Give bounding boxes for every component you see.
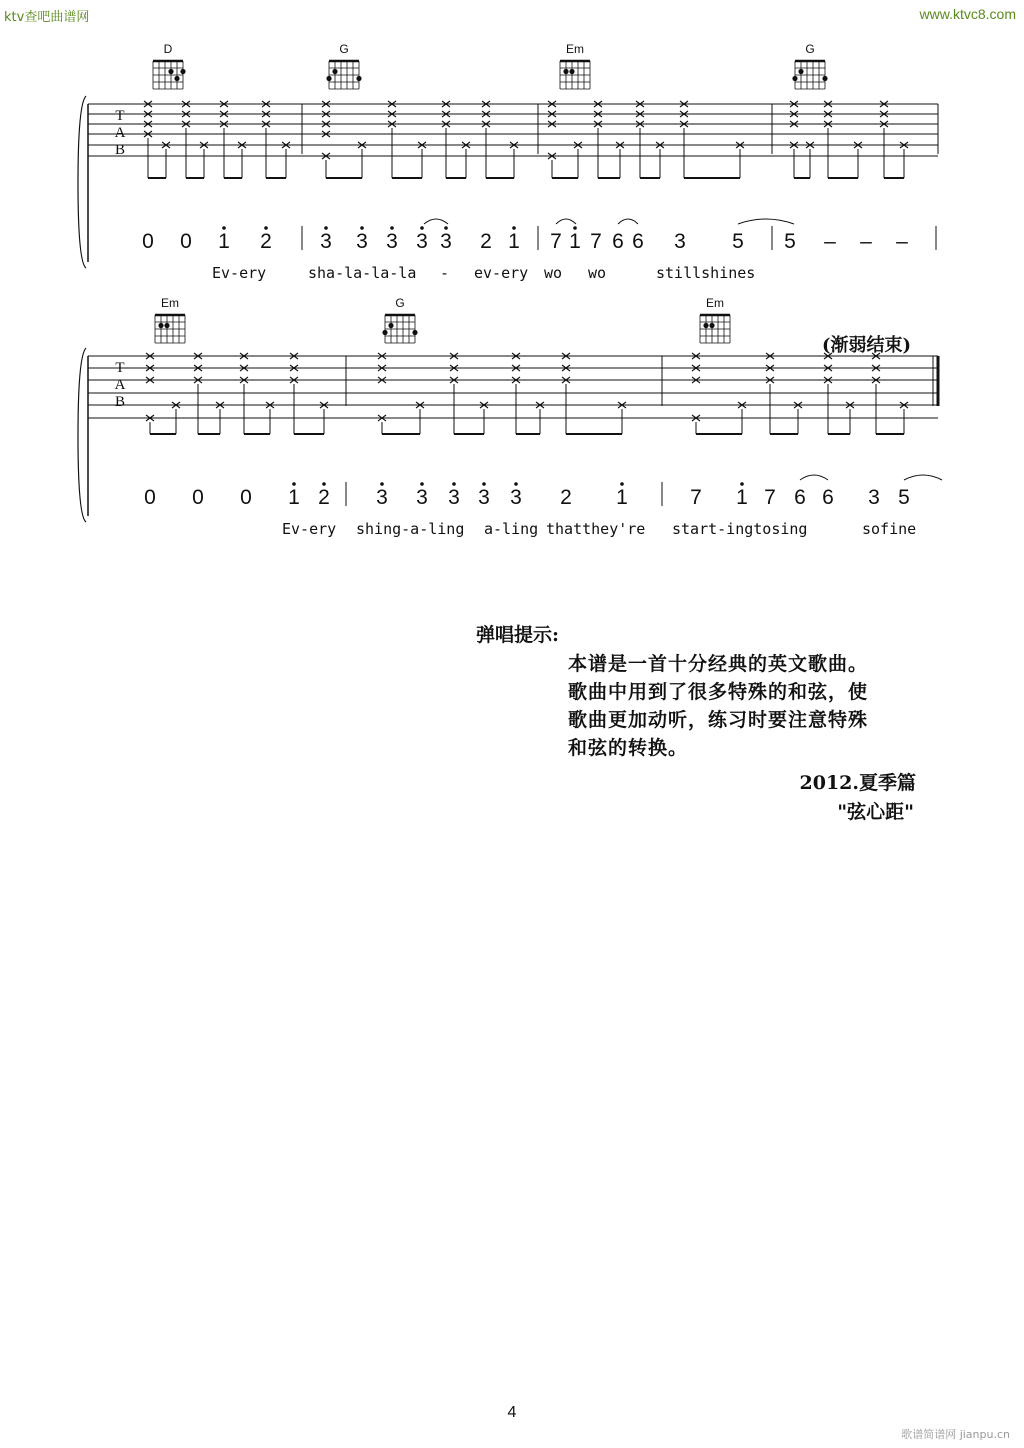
chord-diagram — [792, 42, 827, 89]
chord-name: G — [805, 42, 815, 56]
lyric-syllables: wo — [588, 264, 607, 282]
jianpu-note: 6 — [612, 230, 624, 253]
tab-clef-letter: B — [114, 142, 126, 158]
jianpu-note: 2 — [560, 486, 572, 509]
jianpu-note: 3 — [448, 486, 460, 509]
chord-finger-dot — [792, 76, 797, 81]
chord-name: Em — [706, 296, 724, 310]
watermark-bottom-right: 歌谱简谱网 jianpu.cn — [901, 1428, 1010, 1441]
chord-finger-dot — [822, 76, 827, 81]
notes-line: 本谱是一首十分经典的英文歌曲。 — [568, 653, 869, 675]
jianpu-note: 3 — [416, 230, 428, 253]
jianpu-note: 3 — [386, 230, 398, 253]
jianpu-note: 3 — [376, 486, 388, 509]
lyric-syllables: stillshines — [656, 264, 756, 282]
chord-finger-dot — [356, 76, 361, 81]
chord-diagram — [382, 296, 417, 343]
chord-finger-dot — [703, 323, 708, 328]
octave-dot — [482, 482, 486, 486]
lyric-syllables: Ev-ery — [212, 264, 267, 282]
octave-dot — [222, 226, 226, 230]
guitar-tab-score — [0, 0, 1024, 560]
chord-finger-dot — [174, 76, 179, 81]
tab-clef-letter: T — [115, 360, 125, 376]
octave-dot — [573, 226, 577, 230]
octave-dot — [360, 226, 364, 230]
lyric-syllables: start-ingtosing — [672, 520, 808, 538]
jianpu-note: 3 — [320, 230, 332, 253]
tie-arc — [556, 219, 576, 224]
notes-line: 歌曲更加动听，练习时要注意特殊 — [568, 709, 869, 731]
lyric-syllables: wo — [544, 264, 563, 282]
tie-arc — [800, 475, 828, 480]
tie-arc — [424, 219, 448, 224]
chord-name: D — [163, 42, 173, 56]
octave-dot — [380, 482, 384, 486]
score-system-1 — [78, 42, 938, 282]
tie-arc — [618, 219, 638, 224]
chord-finger-dot — [569, 69, 574, 74]
octave-dot — [620, 482, 624, 486]
chord-diagram — [560, 42, 590, 89]
chord-diagram — [700, 296, 730, 343]
jianpu-note: 3 — [674, 230, 686, 253]
jianpu-note: 3 — [510, 486, 522, 509]
lyric-syllables: ev-ery — [474, 264, 529, 282]
jianpu-note: 0 — [192, 486, 204, 509]
chord-finger-dot — [382, 330, 387, 335]
jianpu-note: 2 — [318, 486, 330, 509]
score-system-2 — [78, 296, 942, 538]
chord-finger-dot — [798, 69, 803, 74]
jianpu-note: 3 — [868, 486, 880, 509]
octave-dot — [324, 226, 328, 230]
jianpu-note: 0 — [144, 486, 156, 509]
system-brace — [78, 348, 86, 522]
chord-name: Em — [566, 42, 584, 56]
lyric-syllables: thatthey're — [546, 520, 646, 538]
chord-finger-dot — [164, 323, 169, 328]
jianpu-note: 5 — [784, 230, 796, 253]
jianpu-note: 0 — [180, 230, 192, 253]
jianpu-note: 1 — [616, 486, 628, 509]
lyric-syllables: a-ling — [484, 520, 539, 538]
jianpu-note: 7 — [550, 230, 562, 253]
chord-finger-dot — [563, 69, 568, 74]
chord-finger-dot — [332, 69, 337, 74]
jianpu-note: 1 — [736, 486, 748, 509]
chord-finger-dot — [158, 323, 163, 328]
jianpu-note: 5 — [898, 486, 910, 509]
watermark-top-left: ktv查吧曲谱网 — [4, 10, 90, 25]
jianpu-note: 2 — [260, 230, 272, 253]
jianpu-note: 7 — [764, 486, 776, 509]
lyric-syllables: Ev-ery — [282, 520, 337, 538]
chord-finger-dot — [388, 323, 393, 328]
tab-clef-letter: A — [114, 125, 126, 141]
notes-title: 弹唱提示: — [476, 624, 560, 646]
chord-finger-dot — [709, 323, 714, 328]
chord-finger-dot — [180, 69, 185, 74]
jianpu-note: 5 — [732, 230, 744, 253]
lyric-syllables: sofine — [862, 520, 917, 538]
performance-notes — [476, 620, 936, 826]
chord-finger-dot — [412, 330, 417, 335]
chord-name: Em — [161, 296, 179, 310]
notes-signature-name: "弦心距" — [837, 801, 914, 823]
octave-dot — [514, 482, 518, 486]
jianpu-note: 1 — [288, 486, 300, 509]
jianpu-note: 6 — [794, 486, 806, 509]
jianpu-note: 0 — [142, 230, 154, 253]
chord-name: G — [395, 296, 405, 310]
jianpu-note: 1 — [508, 230, 520, 253]
octave-dot — [740, 482, 744, 486]
octave-dot — [292, 482, 296, 486]
tie-arc — [738, 219, 794, 224]
jianpu-note: 1 — [569, 230, 581, 253]
jianpu-note: – — [824, 230, 836, 253]
jianpu-note: – — [860, 230, 872, 253]
jianpu-note: 2 — [480, 230, 492, 253]
octave-dot — [420, 482, 424, 486]
jianpu-note: 3 — [416, 486, 428, 509]
notes-signature-date: 2012.夏季篇 — [799, 772, 916, 794]
jianpu-note: 0 — [240, 486, 252, 509]
fade-out-ending-label: (渐弱结束) — [822, 335, 912, 356]
jianpu-note: 1 — [218, 230, 230, 253]
chord-finger-dot — [168, 69, 173, 74]
jianpu-note: – — [896, 230, 908, 253]
lyric-syllables: sha-la-la-la — [308, 264, 417, 282]
system-brace — [78, 96, 86, 268]
octave-dot — [444, 226, 448, 230]
octave-dot — [512, 226, 516, 230]
octave-dot — [322, 482, 326, 486]
tab-clef-letter: T — [115, 108, 125, 124]
jianpu-note: 6 — [632, 230, 644, 253]
tab-clef-letter: B — [114, 394, 126, 410]
tie-arc — [904, 475, 942, 480]
jianpu-note: 7 — [590, 230, 602, 253]
tab-clef-letter: A — [114, 377, 126, 393]
chord-diagram — [326, 42, 361, 89]
octave-dot — [452, 482, 456, 486]
chord-finger-dot — [326, 76, 331, 81]
jianpu-note: 3 — [478, 486, 490, 509]
jianpu-note: 3 — [356, 230, 368, 253]
page-number: 4 — [507, 1404, 517, 1421]
chord-diagram — [155, 296, 185, 343]
octave-dot — [390, 226, 394, 230]
notes-line: 歌曲中用到了很多特殊的和弦，使 — [568, 681, 869, 703]
jianpu-note: 7 — [690, 486, 702, 509]
lyric-syllables: shing-a-ling — [356, 520, 465, 538]
jianpu-note: 3 — [440, 230, 452, 253]
notes-line: 和弦的转换。 — [568, 737, 689, 759]
jianpu-note: 6 — [822, 486, 834, 509]
chord-name: G — [339, 42, 349, 56]
lyric-syllables: - — [440, 264, 450, 282]
octave-dot — [264, 226, 268, 230]
octave-dot — [420, 226, 424, 230]
chord-diagram — [153, 42, 186, 89]
watermark-top-right: www.ktvc8.com — [919, 6, 1016, 22]
